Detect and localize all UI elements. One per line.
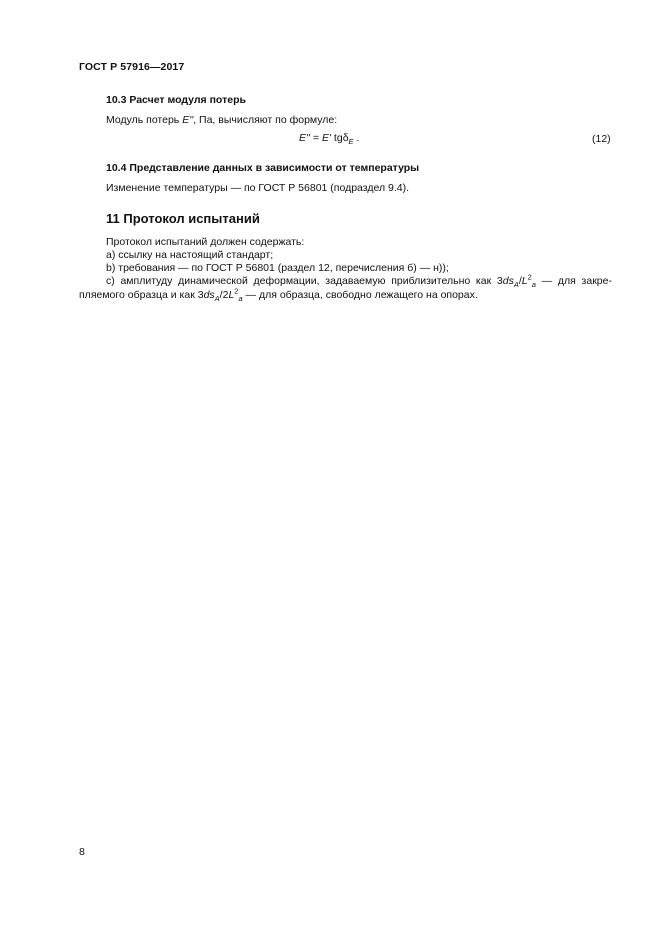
item-c-slash: / [518,275,522,287]
item-c-text1: с) амплитуду динамической деформации, задаваемую приблизительно как 3 [106,275,503,287]
intro-symbol: E'' [182,114,194,126]
item-c-ds-2: ds [203,289,215,301]
formula-delta: δ [342,132,349,144]
formula-lhs: E'' [299,132,311,144]
formula-end: . [353,132,360,144]
item-c-sup-2-2: 2 [234,286,239,296]
section-10-3-heading: 10.3 Расчет модуля потерь [106,94,246,106]
list-item-c-line2 [79,286,478,304]
list-item-b: b) требования — по ГОСТ Р 56801 (раздел 12, перечисления б) — н)); [106,262,449,274]
section-10-4-heading: 10.4 Представление данных в зависимости от температуры [106,162,420,174]
document-header: ГОСТ Р 57916—2017 [79,61,185,73]
item-c-sub-a: a [531,280,536,290]
list-item-a: а) ссылку на настоящий стандарт; [106,249,274,261]
page-number: 8 [79,846,85,858]
section-10-3-intro [106,114,337,127]
item-c-text3: пляемого образца и как 3 [79,289,204,301]
intro-pre: Модуль потерь [106,114,183,126]
formula-rhs: E' [321,132,331,144]
formula-number: (12) [592,133,611,145]
item-c-sup-2: 2 [527,272,532,282]
section-10-4-text: Изменение температуры — по ГОСТ Р 56801 (подраздел 9.4). [106,182,410,194]
formula-sub: E [348,137,354,147]
list-item-c-line1 [106,272,612,290]
formula-tg: tg [331,132,343,144]
section-11-heading: 11 Протокол испытаний [106,211,260,226]
item-c-text4: /2 [219,289,229,301]
item-c-ds: ds [502,275,514,287]
item-c-text2: — для закре- [535,275,612,287]
formula-eq: = [310,132,322,144]
item-c-sub-A: A [513,280,519,290]
intro-post: , Па, вычисляют по формуле: [193,114,338,126]
item-c-L: L [521,275,528,287]
formula-12 [299,132,360,147]
section-11-intro: Протокол испытаний должен содержать: [106,236,305,248]
item-c-sub-a-2: a [238,294,243,304]
item-c-L-2: L [228,289,235,301]
item-c-sub-A-2: A [214,294,220,304]
item-c-text5: — для образца, свободно лежащего на опорах. [242,289,478,301]
